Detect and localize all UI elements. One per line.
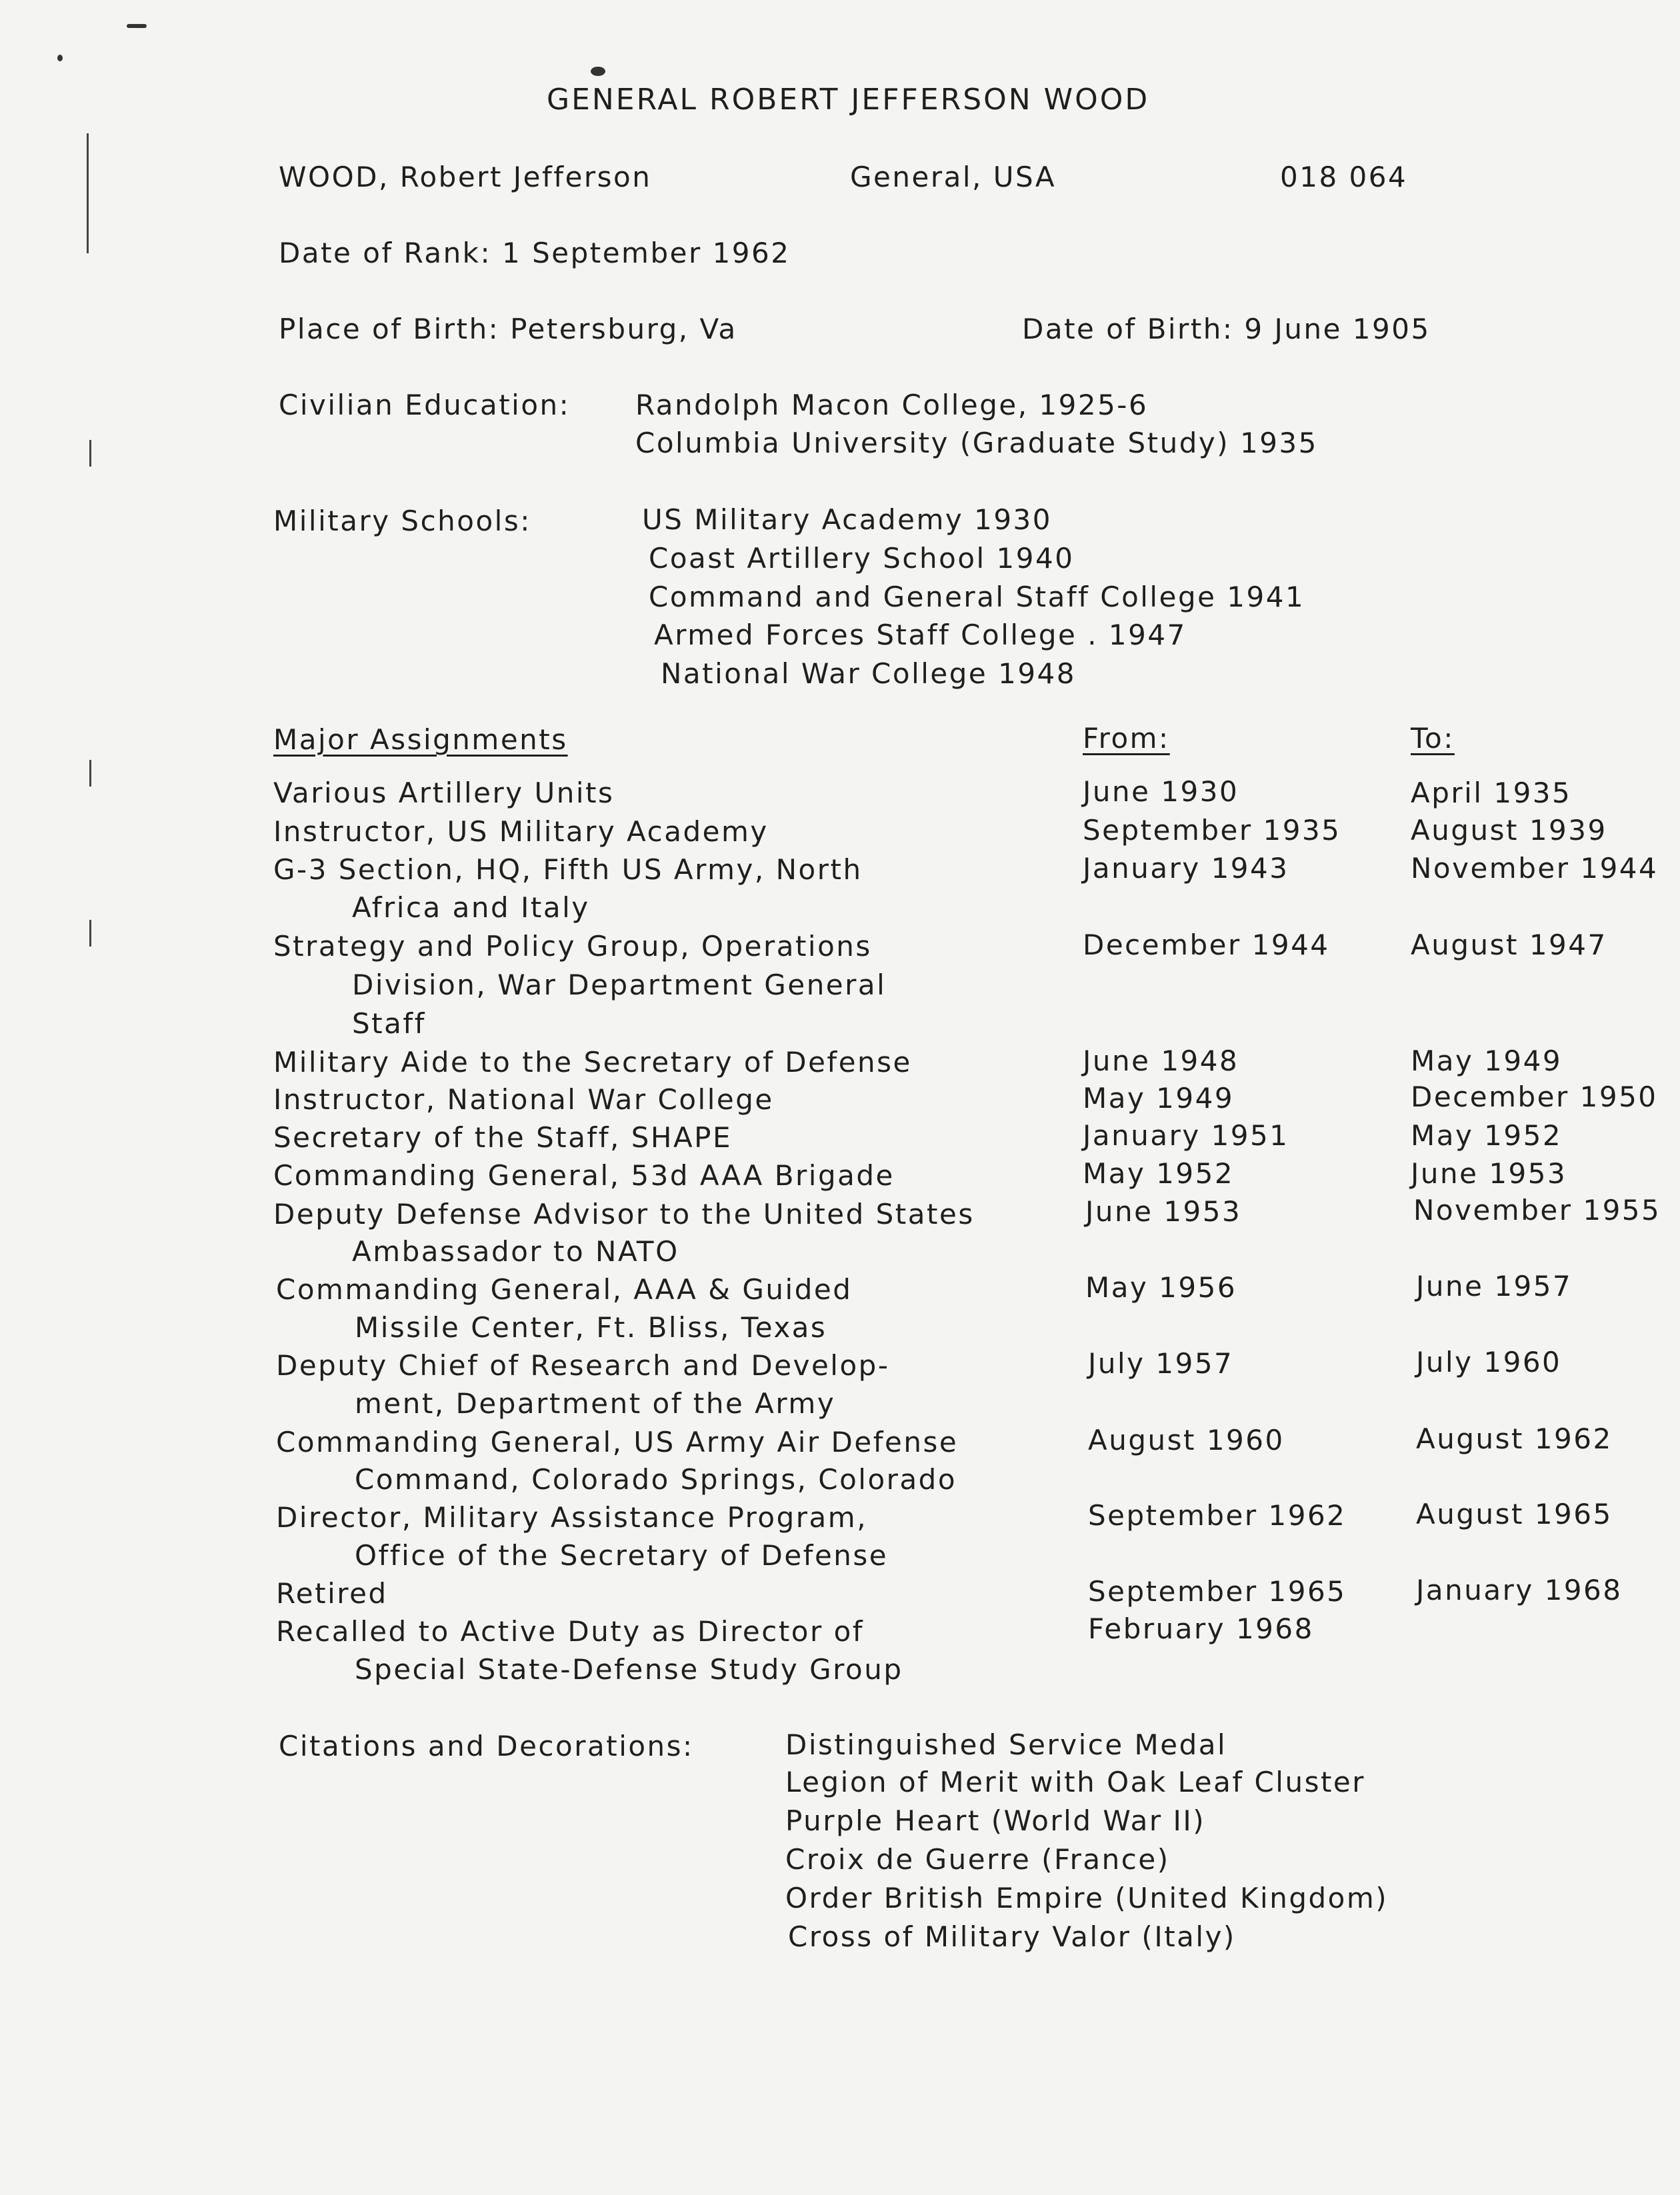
speck-mark [591,67,605,76]
assignment-line: Command, Colorado Springs, Colorado [355,1463,957,1496]
assignment-line: Staff [352,1007,426,1040]
document-title: GENERAL ROBERT JEFFERSON WOOD [547,83,1150,117]
date-of-birth: Date of Birth: 9 June 1905 [1022,313,1431,345]
assignment-from: August 1960 [1088,1424,1285,1456]
citation-item: Purple Heart (World War II) [785,1804,1206,1837]
assignment-to: August 1939 [1411,814,1607,847]
military-schools-label: Military Schools: [273,505,531,537]
military-school-item: US Military Academy 1930 [642,503,1053,536]
assignment-line: Ambassador to NATO [352,1235,679,1268]
assignment-to: November 1955 [1413,1194,1661,1226]
assignment-from: January 1951 [1083,1119,1289,1152]
assignment-from: May 1952 [1083,1157,1235,1190]
assignment-line: Africa and Italy [352,891,590,924]
assignment-from: September 1965 [1088,1575,1347,1608]
assignment-line: Missile Center, Ft. Bliss, Texas [355,1311,827,1344]
military-school-item: Armed Forces Staff College . 1947 [654,619,1187,651]
assignment-from: January 1943 [1083,852,1289,885]
assignment-to: August 1947 [1411,929,1607,961]
civilian-education-item: Columbia University (Graduate Study) 1935 [635,427,1318,459]
assignment-line: Commanding General, AAA & Guided [276,1273,853,1306]
assignment-to: June 1957 [1416,1270,1573,1302]
assignments-header: Major Assignments [273,723,568,756]
assignment-line: ment, Department of the Army [355,1387,836,1420]
assignment-line: Division, War Department General [352,969,887,1001]
assignment-line: Strategy and Policy Group, Operations [273,930,872,963]
assignment-from: May 1956 [1085,1271,1237,1304]
citations-label: Citations and Decorations: [279,1730,694,1762]
speck-mark [57,55,63,61]
date-of-rank: Date of Rank: 1 September 1962 [279,237,791,269]
assignment-from: May 1949 [1083,1082,1235,1114]
citation-item: Order British Empire (United Kingdom) [785,1882,1389,1914]
assignment-line: Various Artillery Units [273,777,615,809]
assignment-to: May 1952 [1411,1119,1563,1152]
assignment-line: G-3 Section, HQ, Fifth US Army, North [273,853,863,886]
margin-line [89,760,91,787]
civilian-education-label: Civilian Education: [279,389,571,421]
margin-line [89,440,91,467]
place-of-birth: Place of Birth: Petersburg, Va [279,313,737,345]
assignment-from: June 1930 [1083,775,1239,808]
assignment-to: May 1949 [1411,1045,1563,1077]
citation-item: Legion of Merit with Oak Leaf Cluster [785,1766,1366,1798]
assignment-line: Instructor, US Military Academy [273,815,769,848]
assignment-to: July 1960 [1416,1346,1562,1378]
assignment-to: December 1950 [1411,1081,1658,1113]
military-school-item: National War College 1948 [661,657,1076,690]
to-header: To: [1411,722,1455,755]
assignment-line: Recalled to Active Duty as Director of [276,1615,865,1648]
assignment-line: Secretary of the Staff, SHAPE [273,1121,733,1154]
assignment-line: Director, Military Assistance Program, [276,1501,868,1534]
assignment-line: Commanding General, US Army Air Defense [276,1426,959,1458]
assignment-to: June 1953 [1411,1157,1567,1190]
assignment-to: January 1968 [1416,1574,1623,1606]
assignment-from: December 1944 [1083,929,1330,961]
assignment-line: Instructor, National War College [273,1083,774,1116]
service-number: 018 064 [1280,161,1408,193]
assignment-line: Deputy Defense Advisor to the United States [273,1198,975,1230]
assignment-from: June 1953 [1085,1195,1242,1228]
assignment-from: September 1935 [1083,814,1341,847]
assignment-line: Commanding General, 53d AAA Brigade [273,1159,895,1192]
assignment-line: Retired [276,1577,388,1610]
assignment-from: July 1957 [1088,1347,1234,1380]
assignment-line: Special State-Defense Study Group [355,1653,903,1686]
assignment-to: August 1965 [1416,1498,1613,1530]
assignment-to: November 1944 [1411,852,1659,885]
margin-line [89,920,91,947]
military-school-item: Coast Artillery School 1940 [649,542,1075,575]
assignment-line: Deputy Chief of Research and Develop- [276,1349,890,1382]
officer-name: WOOD, Robert Jefferson [279,161,652,193]
assignment-to: August 1962 [1416,1422,1613,1455]
assignment-line: Office of the Secretary of Defense [355,1539,889,1572]
military-school-item: Command and General Staff College 1941 [649,581,1305,613]
assignment-line: Military Aide to the Secretary of Defense [273,1046,912,1079]
citation-item: Croix de Guerre (France) [785,1843,1170,1876]
officer-rank: General, USA [850,161,1057,193]
from-header: From: [1083,722,1170,755]
assignment-from: June 1948 [1083,1045,1239,1077]
assignment-from: February 1968 [1088,1612,1314,1645]
margin-line [87,133,89,253]
citation-item: Cross of Military Valor (Italy) [788,1920,1236,1953]
citation-item: Distinguished Service Medal [785,1728,1227,1761]
civilian-education-item: Randolph Macon College, 1925-6 [635,389,1149,421]
assignment-from: September 1962 [1088,1499,1347,1532]
speck-mark [127,24,147,28]
assignment-to: April 1935 [1411,777,1572,809]
